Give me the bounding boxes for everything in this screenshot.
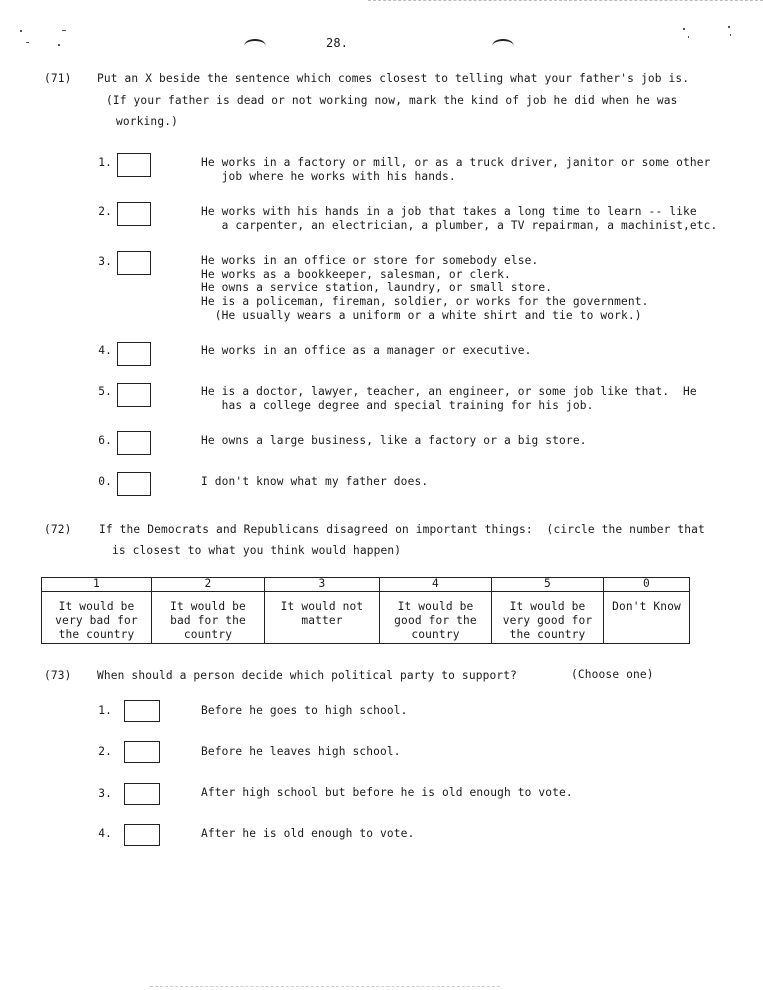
q71-option-0-number: 0. [98,475,112,488]
scan-speck [62,30,66,31]
q73-option-2-checkbox[interactable] [124,741,160,763]
q71-option-3-line-5: (He usually wears a uniform or a white shirt and tie to work.) [201,309,642,322]
punch-hole-mark-left [244,39,266,53]
question-71-prompt-line-3: working.) [116,115,178,128]
q72-scale-codes-row [42,578,690,592]
scan-speck [728,26,730,28]
scan-speck [688,36,689,38]
q72-scale-code-3[interactable]: 3 [265,578,380,592]
q71-option-5-line-1: He is a doctor, lawyer, teacher, an engineer, or some job like that. He [201,385,697,398]
question-71-prompt-line-2: (If your father is dead or not working now, mark the kind of job he did when he was [106,94,678,107]
q71-option-4-checkbox[interactable] [117,342,151,366]
q73-option-1-text: Before he goes to high school. [201,704,408,717]
q71-option-2-number: 2. [98,205,112,218]
q72-scale-labels-row [42,592,690,644]
q72-scale-code-1[interactable]: 1 [42,578,152,592]
scan-speck [26,42,29,43]
q72-scale-code-2[interactable]: 2 [152,578,265,592]
q73-option-4-number: 4. [98,827,112,840]
scan-speck [20,30,22,32]
q72-scale-code-4[interactable]: 4 [380,578,492,592]
question-73-number: (73) [44,669,72,682]
scan-speck [683,28,685,30]
page-number: 28. [326,36,349,50]
q71-option-4-number: 4. [98,344,112,357]
q72-scale-code-5[interactable]: 5 [492,578,604,592]
scan-edge-bottom [150,986,500,988]
q73-option-1-number: 1. [98,704,112,717]
question-73-prompt: When should a person decide which political party to support? [97,669,518,682]
q71-option-0-line-1: I don't know what my father does. [201,475,429,488]
q71-option-3-number: 3. [98,255,112,268]
q73-option-1-checkbox[interactable] [124,700,160,722]
q71-option-5-number: 5. [98,385,112,398]
q71-option-1-checkbox[interactable] [117,153,151,177]
q72-scale-label-5: It would be very good for the country [492,592,604,644]
question-71-prompt-line-1: Put an X beside the sentence which comes closest to telling what your father's job is. [97,72,690,85]
q71-option-4-line-1: He works in an office as a manager or executive. [201,344,532,357]
q71-option-3-line-3: He owns a service station, laundry, or small store. [201,281,553,294]
q72-response-scale [41,577,690,644]
question-73-instruction: (Choose one) [571,668,654,681]
q71-option-1-line-2: job where he works with his hands. [201,170,456,183]
q71-option-6-checkbox[interactable] [117,431,151,455]
punch-hole-mark-right [492,39,514,53]
q71-option-1-line-1: He works in a factory or mill, or as a truck driver, janitor or some other [201,156,711,169]
q72-scale-label-2: It would be bad for the country [152,592,265,644]
q71-option-3-checkbox[interactable] [117,251,151,275]
scan-speck [58,44,60,46]
question-71-number: (71) [44,72,72,85]
q71-option-0-checkbox[interactable] [117,472,151,496]
q72-scale-label-0: Don't Know [604,592,690,644]
q71-option-5-checkbox[interactable] [117,383,151,407]
q72-scale-code-0[interactable]: 0 [604,578,690,592]
scan-speck [730,34,731,36]
q71-option-6-line-1: He owns a large business, like a factory or a big store. [201,434,587,447]
q73-option-3-number: 3. [98,787,112,800]
q71-option-2-checkbox[interactable] [117,202,151,226]
q71-option-3-line-1: He works in an office or store for somebody else. [201,254,539,267]
question-72-number: (72) [44,523,72,536]
q71-option-3-line-2: He works as a bookkeeper, salesman, or clerk. [201,268,511,281]
question-72-prompt-line-1: If the Democrats and Republicans disagreed on important things: (circle the number that [99,523,705,536]
question-72-prompt-line-2: is closest to what you think would happen) [112,544,402,557]
q73-option-3-checkbox[interactable] [124,783,160,805]
q71-option-2-line-1: He works with his hands in a job that takes a long time to learn -- like [201,205,697,218]
scan-edge-top [368,0,763,3]
q71-option-6-number: 6. [98,434,112,447]
q72-scale-label-1: It would be very bad for the country [42,592,152,644]
q71-option-1-number: 1. [98,156,112,169]
q71-option-5-line-2: has a college degree and special training for his job. [201,399,594,412]
q71-option-2-line-2: a carpenter, an electrician, a plumber, a TV repairman, a machinist,etc. [201,219,718,232]
q73-option-4-checkbox[interactable] [124,824,160,846]
q71-option-3-line-4: He is a policeman, fireman, soldier, or works for the government. [201,295,649,308]
q73-option-3-text: After high school but before he is old enough to vote. [201,786,573,799]
q72-scale-label-3: It would not matter [265,592,380,644]
q72-scale-label-4: It would be good for the country [380,592,492,644]
q73-option-2-number: 2. [98,745,112,758]
q73-option-4-text: After he is old enough to vote. [201,827,415,840]
q73-option-2-text: Before he leaves high school. [201,745,401,758]
